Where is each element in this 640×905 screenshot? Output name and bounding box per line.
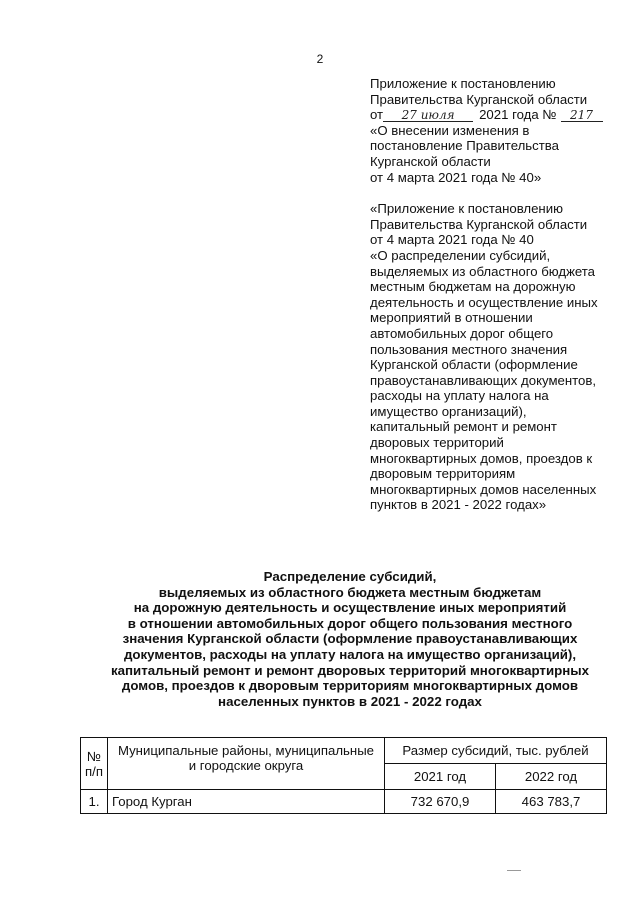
title-line: населенных пунктов в 2021 - 2022 годах bbox=[218, 693, 482, 709]
title-line: на дорожную деятельность и осуществление иных мероприятий bbox=[133, 600, 567, 616]
original-appendix-line: дворовым территориям bbox=[370, 466, 516, 482]
year-text: 2021 года № bbox=[479, 107, 557, 123]
original-appendix-line: «О распределении субсидий, bbox=[370, 247, 551, 263]
header-num-line2: п/п bbox=[85, 763, 103, 779]
title-line: выделяемых из областного бюджета местным бюджетам bbox=[158, 584, 542, 600]
original-appendix-line: расходы на уплату налога на bbox=[370, 388, 549, 404]
appendix-line: Приложение к постановлению bbox=[370, 76, 556, 91]
original-appendix-line: имущество организаций), bbox=[370, 403, 527, 419]
original-appendix-line: многоквартирных домов населенных bbox=[370, 481, 597, 497]
title-line: документов, расходы на уплату налога на имущество организаций), bbox=[123, 646, 577, 662]
handwritten-number: 217 bbox=[561, 109, 603, 122]
row-value-2022: 463 783,7 bbox=[496, 790, 607, 814]
header-name-line1: Муниципальные районы, муниципальные bbox=[117, 743, 375, 758]
original-appendix-line: правоустанавливающих документов, bbox=[370, 372, 597, 388]
title-line: Распределение субсидий, bbox=[263, 569, 437, 584]
header-name-line2: и городские округа bbox=[188, 758, 304, 773]
original-appendix-line: дворовых территорий bbox=[370, 435, 504, 451]
original-appendix-line: местным бюджетам на дорожную bbox=[370, 279, 576, 295]
appendix-line: постановление Правительства bbox=[370, 138, 559, 154]
header-year-2021: 2021 год bbox=[385, 764, 496, 790]
original-appendix-line: мероприятий в отношении bbox=[370, 310, 533, 326]
title-line: в отношении автомобильных дорог общего пользования местного bbox=[127, 615, 573, 631]
appendix-line: Правительства Курганской области bbox=[370, 91, 588, 107]
original-appendix-line: автомобильных дорог общего bbox=[370, 325, 554, 341]
handwritten-date: 27 июля bbox=[383, 109, 473, 122]
original-appendix-line: пользования местного значения bbox=[370, 341, 568, 357]
subsidies-table bbox=[80, 737, 607, 814]
header-year-2022: 2022 год bbox=[496, 764, 607, 790]
header-num-cell bbox=[81, 738, 108, 790]
appendix-line: «О внесении изменения в bbox=[370, 122, 530, 138]
header-name-cell bbox=[108, 738, 385, 790]
original-appendix-line: от 4 марта 2021 года № 40 bbox=[370, 232, 534, 248]
page-number: 2 bbox=[316, 52, 324, 66]
original-appendix-line: многоквартирных домов, проездов к bbox=[370, 450, 593, 466]
original-appendix-line: «Приложение к постановлению bbox=[370, 201, 563, 217]
original-appendix-line: пунктов в 2021 - 2022 годах» bbox=[370, 497, 547, 513]
scan-mark bbox=[507, 870, 521, 871]
spacer bbox=[370, 185, 615, 201]
appendix-block bbox=[370, 76, 615, 513]
row-value-2021: 732 670,9 bbox=[385, 790, 496, 814]
original-appendix-line: выделяемых из областного бюджета bbox=[370, 263, 596, 279]
document-title bbox=[60, 569, 640, 709]
title-line: значения Курганской области (оформление правоустанавливающих bbox=[122, 631, 578, 647]
appendix-date-line bbox=[370, 107, 615, 123]
row-num: 1. bbox=[81, 790, 108, 814]
row-name: Город Курган bbox=[108, 790, 385, 814]
header-num-line1: № bbox=[86, 748, 102, 764]
original-appendix-line: капитальный ремонт и ремонт bbox=[370, 419, 557, 435]
table-header-row bbox=[81, 738, 607, 764]
header-amount-cell: Размер субсидий, тыс. рублей bbox=[385, 738, 607, 764]
original-appendix-line: деятельность и осуществление иных bbox=[370, 294, 598, 310]
date-prefix: от bbox=[370, 107, 384, 123]
appendix-line: Курганской области bbox=[370, 153, 491, 169]
title-line: капитальный ремонт и ремонт дворовых территорий многоквартирных bbox=[110, 662, 590, 678]
original-appendix-line: Правительства Курганской области bbox=[370, 216, 588, 232]
title-line: домов, проездов к дворовым территориям многоквартирных домов bbox=[121, 678, 579, 694]
original-appendix-line: Курганской области (оформление bbox=[370, 357, 578, 373]
table-row bbox=[81, 790, 607, 814]
appendix-line: от 4 марта 2021 года № 40» bbox=[370, 169, 542, 185]
